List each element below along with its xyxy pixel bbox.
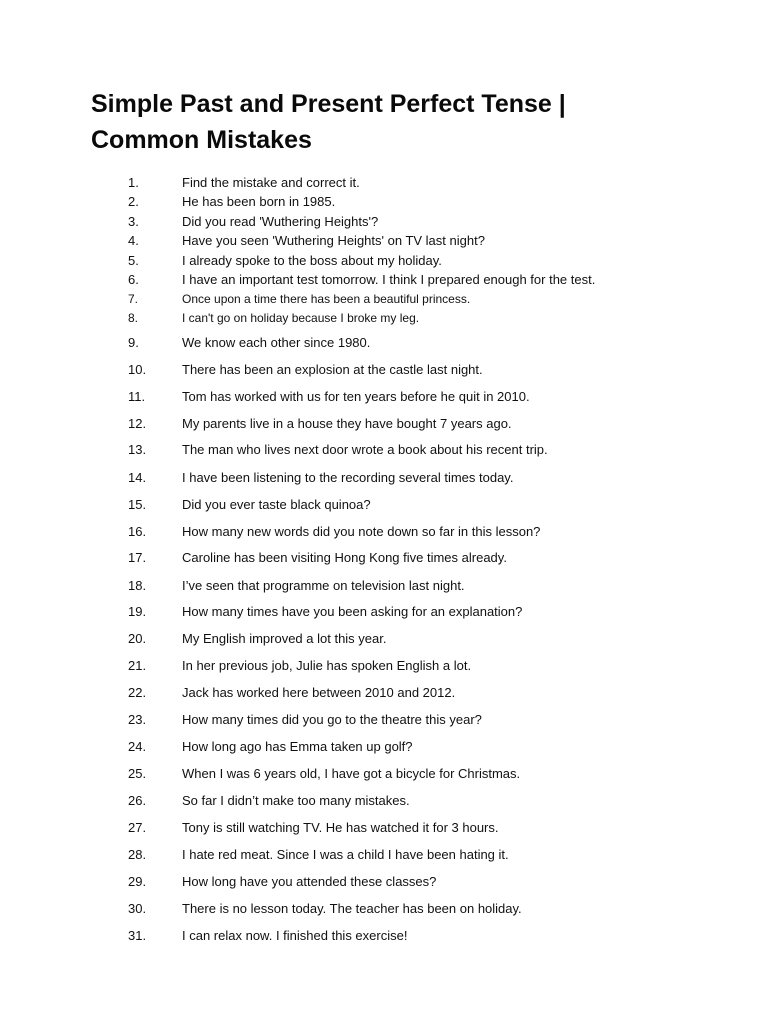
item-text: I can't go on holiday because I broke my leg. [182,311,420,325]
item-text: I already spoke to the boss about my holiday. [182,253,442,268]
list-item [0,523,768,541]
list-item [0,927,768,945]
list-item [0,900,768,918]
list-item [0,711,768,729]
item-text: In her previous job, Julie has spoken English a lot. [182,658,472,673]
item-number: 31. [128,928,147,943]
item-text: We know each other since 1980. [182,335,371,350]
item-number: 25. [128,766,147,781]
item-text: How long ago has Emma taken up golf? [182,739,413,754]
item-number: 10. [128,362,147,377]
list-item [0,630,768,648]
item-text: So far I didn’t make too many mistakes. [182,793,410,808]
list-item [0,765,768,783]
list-item [0,415,768,433]
item-number: 17. [128,550,147,565]
item-number: 6. [128,272,139,287]
item-number: 1. [128,175,139,190]
item-text: Once upon a time there has been a beautiful princess. [182,292,471,306]
page-title-line-1: Simple Past and Present Perfect Tense | [91,90,566,118]
item-number: 26. [128,793,147,808]
item-number: 24. [128,739,147,754]
item-text: Did you read 'Wuthering Heights'? [182,214,379,229]
item-number: 7. [128,292,139,306]
list-item [0,846,768,864]
item-number: 21. [128,658,147,673]
list-item [0,819,768,837]
item-text: How many new words did you note down so far in this lesson? [182,524,541,539]
item-number: 18. [128,578,147,593]
list-item [0,252,768,270]
list-item [0,388,768,406]
list-item [0,496,768,514]
list-item [0,549,768,567]
item-number: 11. [128,389,146,404]
list-item [0,193,768,211]
list-item [0,603,768,621]
item-text: I can relax now. I finished this exercise! [182,928,408,943]
item-text: I have an important test tomorrow. I think I prepared enough for the test. [182,272,596,287]
item-number: 19. [128,604,147,619]
list-item [0,684,768,702]
item-text: How many times have you been asking for an explanation? [182,604,523,619]
list-item [0,271,768,289]
list-item [0,657,768,675]
list-item [0,361,768,379]
item-number: 27. [128,820,147,835]
page-title-line-2: Common Mistakes [91,126,312,154]
item-text: There has been an explosion at the castle last night. [182,362,483,377]
item-number: 2. [128,194,139,209]
item-text: I’ve seen that programme on television last night. [182,578,465,593]
item-text: The man who lives next door wrote a book about his recent trip. [182,442,548,457]
list-item [0,309,768,327]
item-number: 29. [128,874,147,889]
item-text: How many times did you go to the theatre this year? [182,712,482,727]
item-number: 4. [128,233,139,248]
item-number: 15. [128,497,147,512]
list-item [0,232,768,250]
item-text: Jack has worked here between 2010 and 2012. [182,685,456,700]
list-item [0,873,768,891]
item-number: 23. [128,712,147,727]
item-text: There is no lesson today. The teacher has been on holiday. [182,901,522,916]
item-text: I hate red meat. Since I was a child I have been hating it. [182,847,509,862]
list-item [0,334,768,352]
item-number: 9. [128,335,139,350]
item-text: Have you seen 'Wuthering Heights' on TV last night? [182,233,485,248]
item-text: Find the mistake and correct it. [182,175,360,190]
item-number: 8. [128,311,139,325]
item-number: 16. [128,524,147,539]
item-text: I have been listening to the recording several times today. [182,470,514,485]
item-number: 14. [128,470,147,485]
list-item [0,738,768,756]
list-item [0,792,768,810]
item-number: 20. [128,631,147,646]
item-text: My English improved a lot this year. [182,631,387,646]
item-number: 3. [128,214,139,229]
list-item [0,213,768,231]
item-number: 28. [128,847,147,862]
list-item [0,174,768,192]
item-text: Tom has worked with us for ten years before he quit in 2010. [182,389,530,404]
item-text: Tony is still watching TV. He has watched it for 3 hours. [182,820,499,835]
item-text: He has been born in 1985. [182,194,336,209]
item-text: When I was 6 years old, I have got a bicycle for Christmas. [182,766,521,781]
item-text: Caroline has been visiting Hong Kong five times already. [182,550,507,565]
list-item [0,290,768,308]
item-number: 22. [128,685,147,700]
list-item [0,469,768,487]
list-item [0,577,768,595]
item-number: 13. [128,442,147,457]
list-item [0,441,768,459]
item-number: 30. [128,901,147,916]
item-text: My parents live in a house they have bought 7 years ago. [182,416,512,431]
item-number: 5. [128,253,139,268]
item-text: Did you ever taste black quinoa? [182,497,371,512]
item-text: How long have you attended these classes? [182,874,437,889]
item-number: 12. [128,416,147,431]
